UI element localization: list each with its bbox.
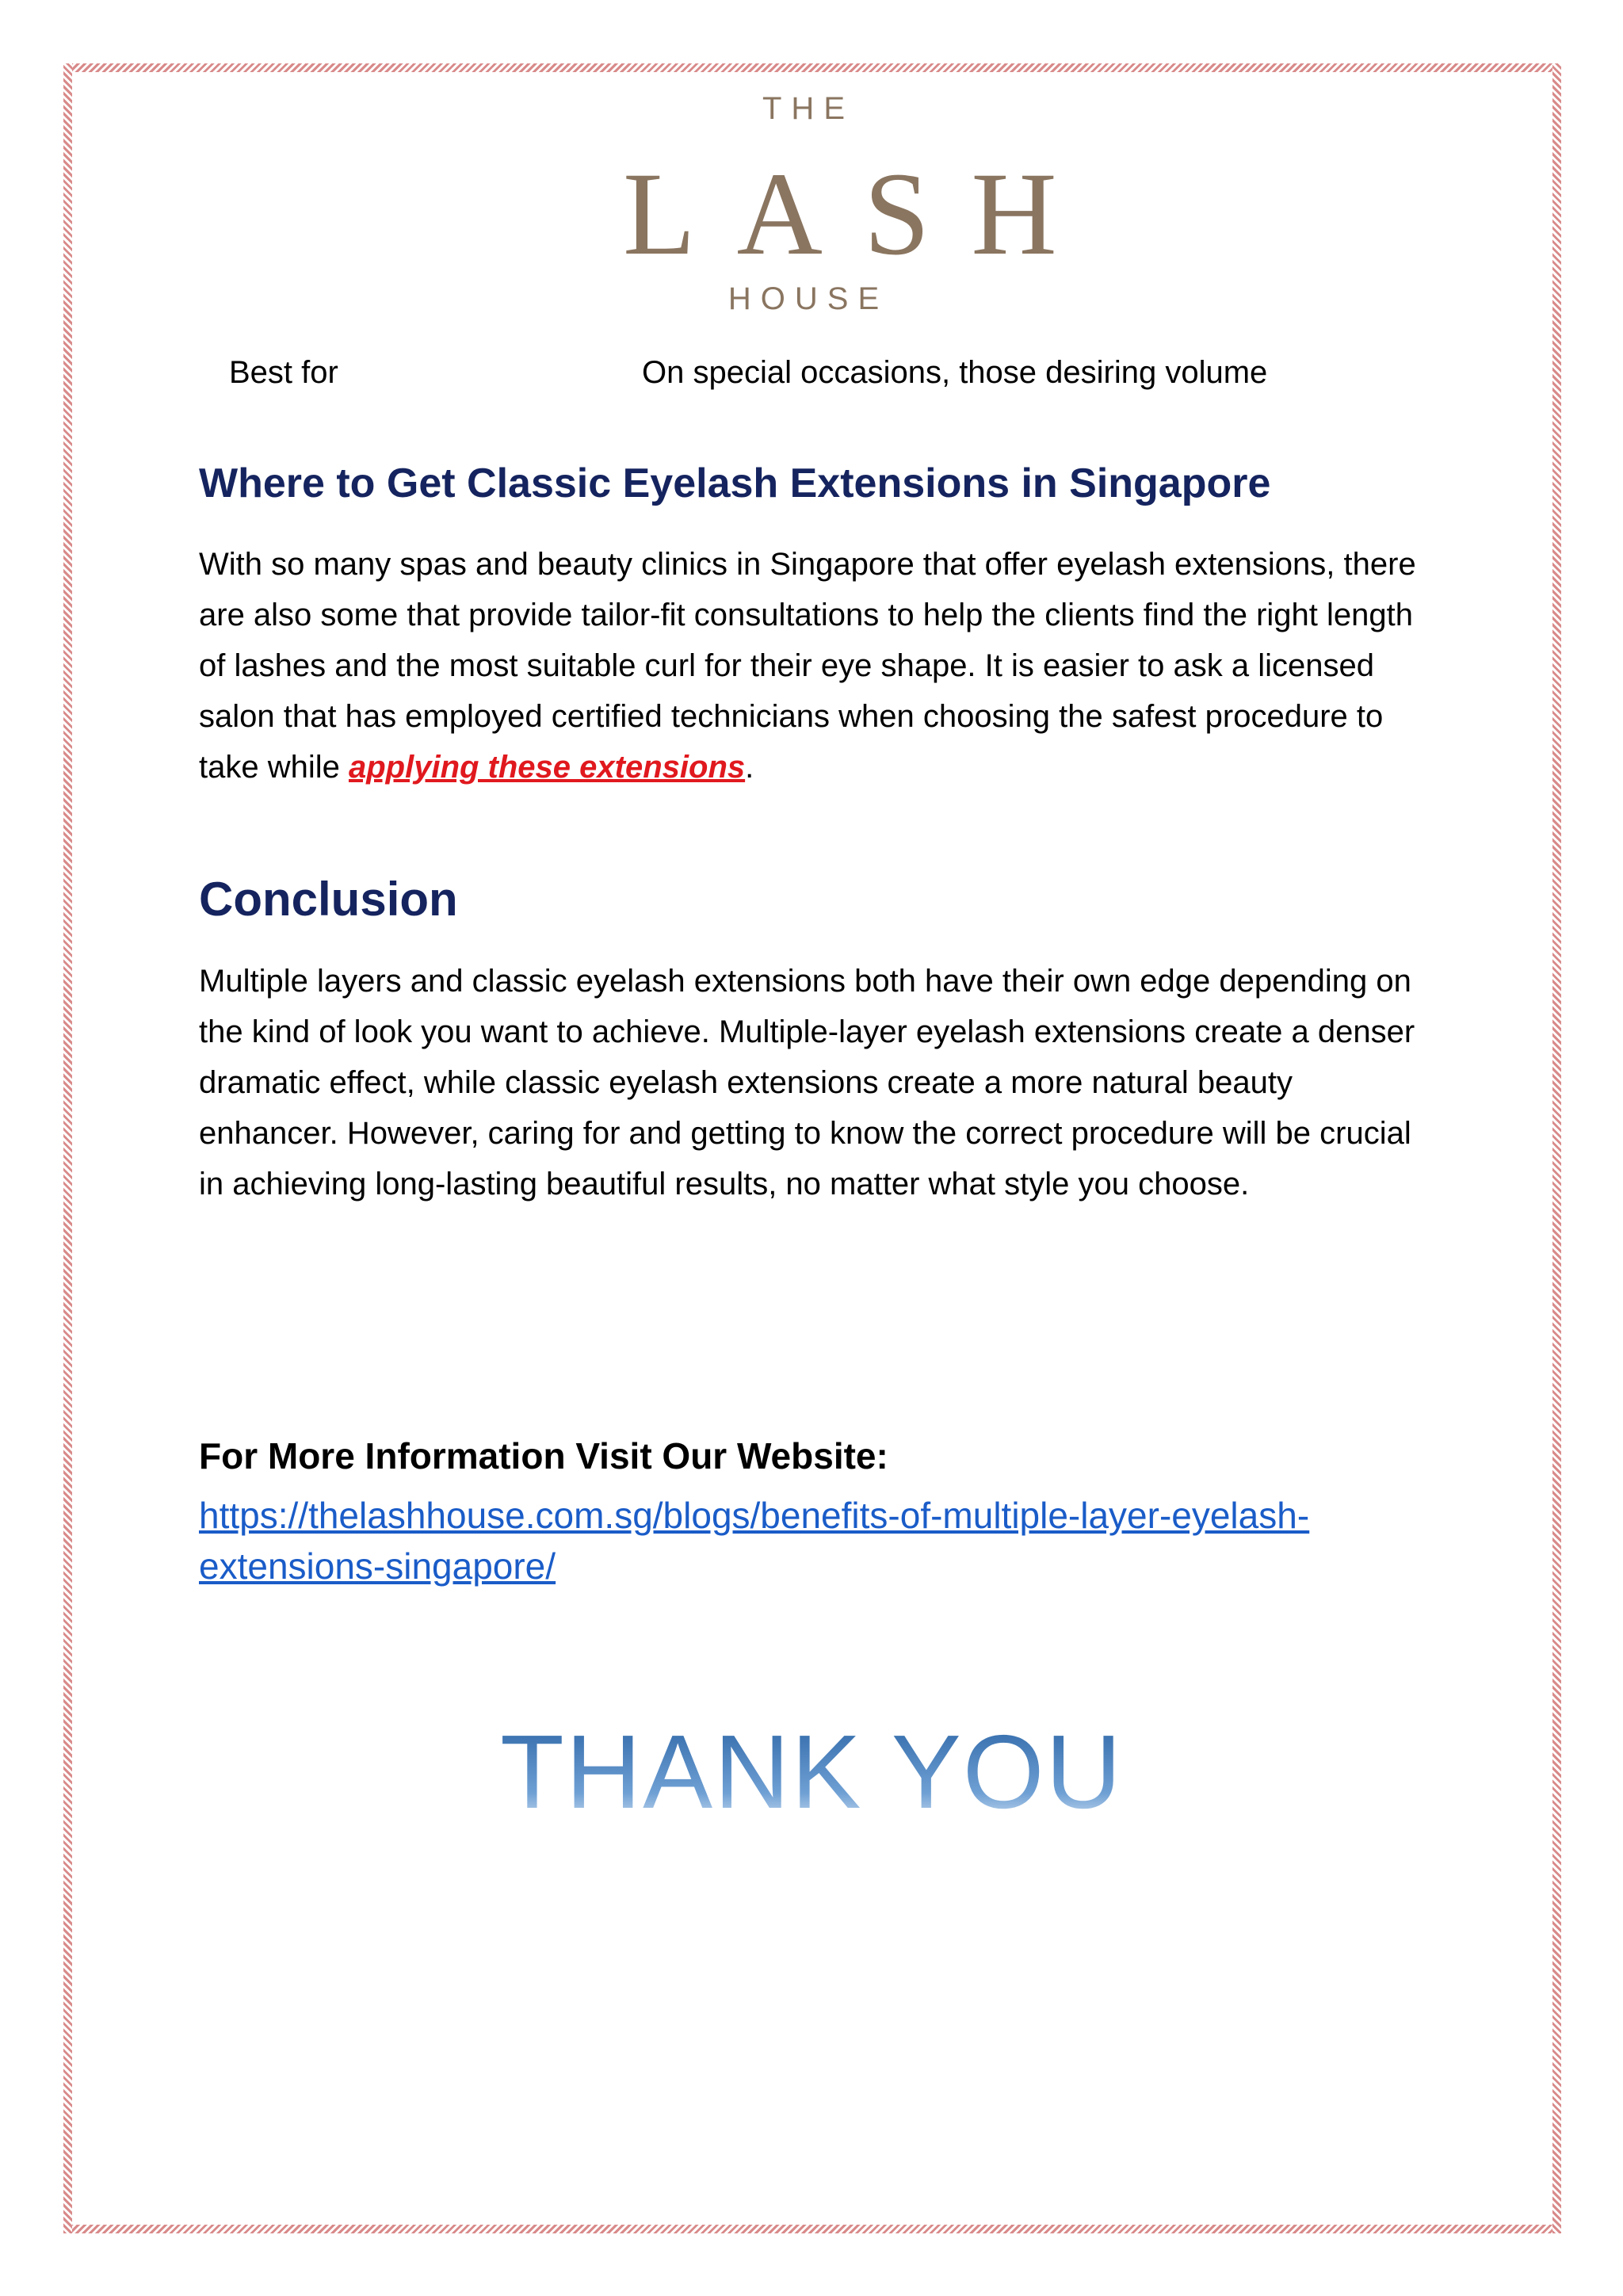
- border-top: [63, 63, 1561, 72]
- brand-logo: [602, 87, 1098, 325]
- thank-you-block: [0, 1713, 1623, 1830]
- logo-the: THE: [762, 91, 854, 126]
- paragraph-text: With so many spas and beauty clinics in Singapore that offer eyelash extensions, there are also some that provide tailor-fit consultations to help the clients find the right length of lashes and the most suitable curl for their eye shape. It is easier to ask a licensed salon that has employed certified technicians when choosing the safest procedure to take while: [199, 547, 1416, 785]
- best-for-label: Best for: [229, 355, 338, 390]
- best-for-value: On special occasions, those desiring volume: [642, 355, 1268, 390]
- section-paragraph-where: [199, 539, 1435, 793]
- section-paragraph-conclusion: Multiple layers and classic eyelash extensions both have their own edge depending on the kind of look you want to achieve. Multiple-layer eyelash extensions create a denser dramatic effect, while classic eyelash extensions create a more natural beauty enhancer. However, caring for and getting to know the correct procedure will be crucial in achieving long-lasting beautiful results, no matter what style you choose.: [199, 964, 1415, 1201]
- border-right: [1552, 63, 1561, 2233]
- website-link[interactable]: [199, 1490, 1435, 1591]
- border-bottom: [63, 2225, 1561, 2233]
- logo-house: HOUSE: [727, 281, 889, 316]
- website-url[interactable]: https://thelashhouse.com.sg/blogs/benefits-of-multiple-layer-eyelash-extensions-singapore/: [199, 1495, 1310, 1587]
- section-heading-conclusion: Conclusion: [199, 873, 458, 926]
- applying-extensions-link[interactable]: applying these extensions: [348, 750, 746, 785]
- more-info-heading: For More Information Visit Our Website:: [199, 1435, 888, 1477]
- section-heading-where: Where to Get Classic Eyelash Extensions in Singapore: [199, 460, 1271, 506]
- logo-lash: LASH: [623, 148, 1098, 280]
- border-left: [63, 63, 72, 2233]
- thank-you-text: THANK YOU: [500, 1713, 1123, 1830]
- paragraph-end: .: [745, 750, 754, 785]
